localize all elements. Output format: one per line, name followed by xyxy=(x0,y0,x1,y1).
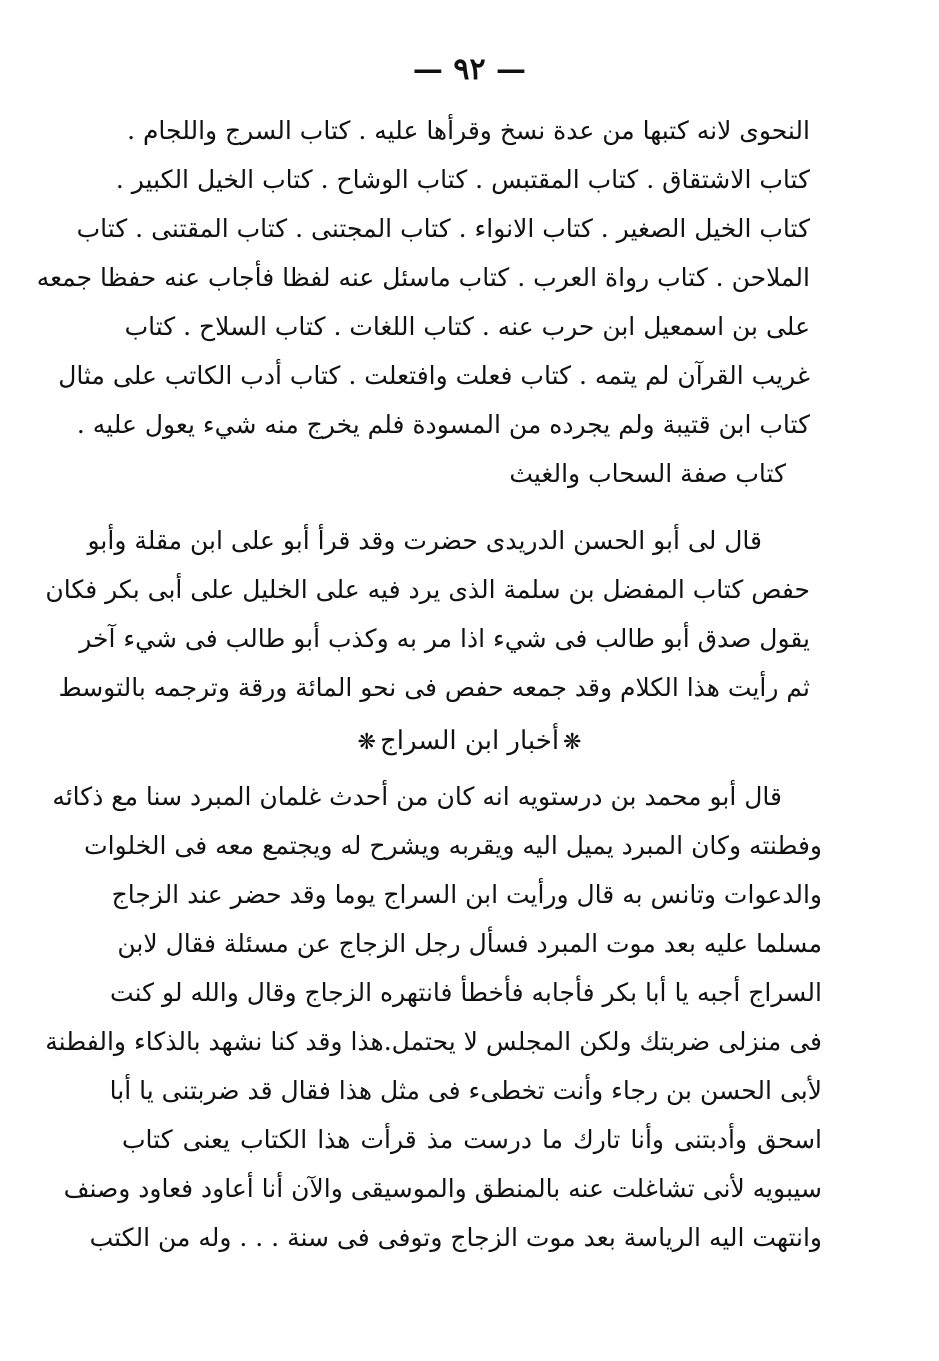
text-line: قال أبو محمد بن درستويه انه كان من أحدث غلمان المبرد سنا مع ذكائه xyxy=(52,782,782,811)
text-line: كتاب صفة السحاب والغيث xyxy=(509,459,786,488)
text-line: السراج أجبه يا أبا بكر فأجابه فأخطأ فانتهره الزجاج وقال والله لو كنت xyxy=(110,978,822,1007)
text-line: قال لى أبو الحسن الدريدى حضرت وقد قرأ أبو على ابن مقلة وأبو xyxy=(87,526,762,555)
text-line: كتاب الخيل الصغير . كتاب الانواء . كتاب المجتنى . كتاب المقتنى . كتاب xyxy=(76,214,810,243)
text-line: وفطنته وكان المبرد يميل اليه ويقربه ويشرح له ويجتمع معه فى الخلوات xyxy=(84,831,822,860)
text-line: يقول صدق أبو طالب فى شيء اذا مر به وكذب أبو طالب فى شيء آخر xyxy=(79,624,810,653)
text-line: حفص كتاب المفضل بن سلمة الذى يرد فيه على الخليل على أبى بكر فكان xyxy=(45,575,810,604)
text-line: والدعوات وتانس به قال ورأيت ابن السراج يوما وقد حضر عند الزجاج xyxy=(111,880,822,909)
section-heading-title: أخبار ابن السراج xyxy=(379,726,560,756)
text-line: اسحق وأدبتنى وأنا تارك ما درست مذ قرأت هذا الكتاب يعنى كتاب xyxy=(122,1125,822,1154)
text-line: كتاب ابن قتيبة ولم يجرده من المسودة فلم يخرج منه شيء يعول عليه . xyxy=(76,410,810,439)
text-line: لأبى الحسن بن رجاء وأنت تخطىء فى مثل هذا فقال قد ضربتنى يا أبا xyxy=(109,1076,822,1105)
paragraph-book-list xyxy=(36,106,810,498)
text-line: ثم رأيت هذا الكلام وقد جمعه حفص فى نحو المائة ورقة وترجمه بالتوسط xyxy=(58,673,810,702)
text-line: وانتهت اليه الرياسة بعد موت الزجاج وتوفى فى سنة . . . وله من الكتب xyxy=(89,1223,822,1252)
flower-ornament-icon: ❋ xyxy=(563,730,582,755)
page-number: — ٩٢ — xyxy=(412,52,527,87)
text-line: الملاحن . كتاب رواة العرب . كتاب ماسئل عنه لفظا فأجاب عنه حفظا جمعه xyxy=(36,263,810,292)
text-line: النحوى لانه كتبها من عدة نسخ وقرأها عليه . كتاب السرج واللجام . xyxy=(127,116,810,145)
text-line: كتاب الاشتقاق . كتاب المقتبس . كتاب الوشاح . كتاب الخيل الكبير . xyxy=(115,165,810,194)
paragraph-ibn-alsarraj xyxy=(45,772,822,1262)
text-line: سيبويه لأنى تشاغلت عنه بالمنطق والموسيقى والآن أنا أعاود فعاود وصنف xyxy=(63,1174,822,1203)
text-line: فى منزلى ضربتك ولكن المجلس لا يحتمل.هذا وقد كنا نشهد بالذكاء والفطنة xyxy=(45,1027,822,1056)
section-heading xyxy=(0,716,939,768)
paragraph-aldariydi xyxy=(45,516,810,712)
text-line: غريب القرآن لم يتمه . كتاب فعلت وافتعلت . كتاب أدب الكاتب على مثال xyxy=(58,361,810,390)
text-line: على بن اسمعيل ابن حرب عنه . كتاب اللغات . كتاب السلاح . كتاب xyxy=(124,312,810,341)
text-line: مسلما عليه بعد موت المبرد فسأل رجل الزجاج عن مسئلة فقال لابن xyxy=(117,929,822,958)
flower-ornament-icon: ❋ xyxy=(357,730,376,755)
